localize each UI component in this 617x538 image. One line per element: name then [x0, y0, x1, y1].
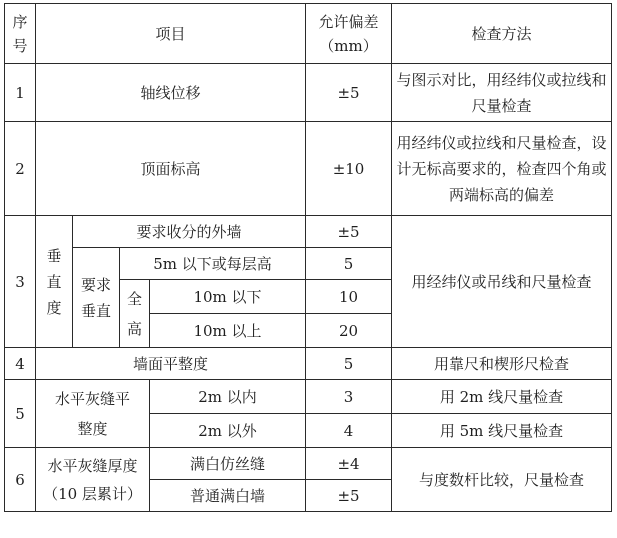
row-method: 与度数杆比较，尺量检查	[392, 448, 612, 512]
row-subitem: 2m 以内	[150, 380, 306, 414]
tolerance-table	[4, 3, 612, 512]
row-tolerance: 3	[306, 380, 392, 414]
row-subgroup2-label: 全高	[120, 280, 150, 348]
table-row	[5, 448, 612, 480]
row-item: 墙面平整度	[36, 348, 306, 380]
row-subitem: 满白仿丝缝	[150, 448, 306, 480]
row-tolerance: ±5	[306, 480, 392, 512]
row-method: 用经纬仪或吊线和尺量检查	[392, 216, 612, 348]
row-method: 用经纬仪或拉线和尺量检查，设计无标高要求的，检查四个角或两端标高的偏差	[392, 122, 612, 216]
row-tolerance: ±10	[306, 122, 392, 216]
row-subitem: 2m 以外	[150, 414, 306, 448]
row-item: 轴线位移	[36, 64, 306, 122]
row-subitem: 10m 以下	[150, 280, 306, 314]
header-tolerance-label: 允许偏差	[318, 12, 379, 31]
row-item: 顶面标高	[36, 122, 306, 216]
tolerance-table-container	[4, 3, 612, 512]
row-tolerance: 5	[306, 248, 392, 280]
row-group-label: 水平灰缝平整度	[36, 380, 150, 448]
header-tolerance	[306, 4, 392, 64]
row-method: 用 2m 线尺量检查	[392, 380, 612, 414]
row-method: 与图示对比，用经纬仪或拉线和尺量检查	[392, 64, 612, 122]
row-group-note: （10 层累计）	[43, 484, 142, 503]
row-number: 3	[5, 216, 36, 348]
table-row	[5, 122, 612, 216]
header-method: 检查方法	[392, 4, 612, 64]
row-subitem: 普通满白墙	[150, 480, 306, 512]
row-tolerance: ±4	[306, 448, 392, 480]
row-tolerance: 10	[306, 280, 392, 314]
row-group-label: 水平灰缝厚度	[47, 456, 138, 475]
row-number: 6	[5, 448, 36, 512]
row-subitem: 10m 以上	[150, 314, 306, 348]
header-tolerance-unit: （mm）	[319, 36, 378, 55]
row-tolerance: 5	[306, 348, 392, 380]
row-number: 4	[5, 348, 36, 380]
row-tolerance: ±5	[306, 64, 392, 122]
header-seq: 序号	[5, 4, 36, 64]
table-row	[5, 64, 612, 122]
row-method: 用 5m 线尺量检查	[392, 414, 612, 448]
row-tolerance: 4	[306, 414, 392, 448]
row-tolerance: ±5	[306, 216, 392, 248]
row-group-label: 垂直度	[36, 216, 73, 348]
row-subitem: 5m 以下或每层高	[120, 248, 306, 280]
row-number: 5	[5, 380, 36, 448]
row-number: 2	[5, 122, 36, 216]
header-item: 项目	[36, 4, 306, 64]
table-row	[5, 348, 612, 380]
table-row	[5, 380, 612, 414]
row-method: 用靠尺和楔形尺检查	[392, 348, 612, 380]
row-number: 1	[5, 64, 36, 122]
header-row	[5, 4, 612, 64]
row-subitem: 要求收分的外墙	[73, 216, 306, 248]
row-subgroup-label: 要求垂直	[73, 248, 120, 348]
table-row	[5, 216, 612, 248]
row-group-cell	[36, 448, 150, 512]
row-tolerance: 20	[306, 314, 392, 348]
